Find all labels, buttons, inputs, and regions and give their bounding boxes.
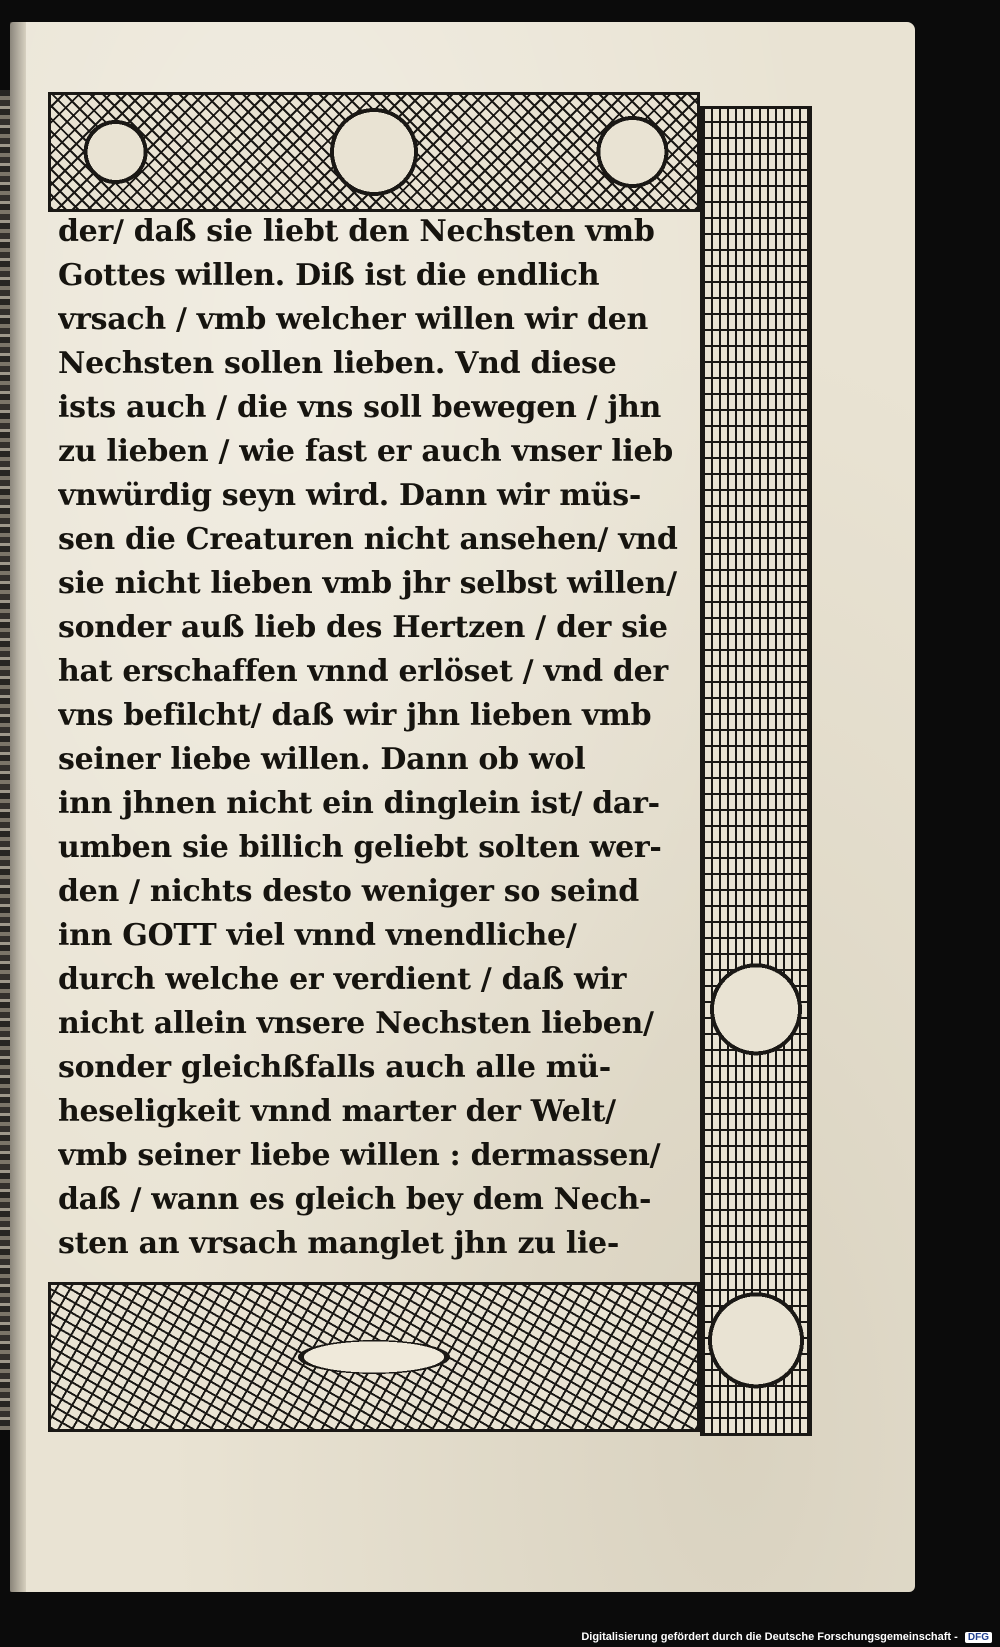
text-line: sten an vrsach manglet jhn zu lie- [58,1226,619,1261]
text-line: sonder gleichßfalls auch alle mü- [58,1050,611,1085]
text-line: sen die Creaturen nicht ansehen/ vnd [58,522,678,557]
text-line: Nechsten sollen lieben. Vnd diese [58,346,617,381]
text-line: heseligkeit vnnd marter der Welt/ [58,1094,616,1129]
woodcut-border-right [700,106,812,1436]
text-line: inn jhnen nicht ein dinglein ist/ dar- [58,786,660,821]
page-text-block [58,210,698,1282]
digitization-credit [581,1631,992,1643]
page-gutter-shadow [10,22,26,1592]
digitization-credit-text: Digitalisierung gefördert durch die Deutsche Forschungsgemeinschaft - [581,1631,958,1643]
text-line: durch welche er verdient / daß wir [58,962,627,997]
text-line: ists auch / die vns soll bewegen / jhn [58,390,662,425]
text-line: umben sie billich geliebt solten wer- [58,830,662,865]
text-line: seiner liebe willen. Dann ob wol [58,742,586,777]
dfg-logo: DFG [965,1632,992,1643]
text-line: den / nichts desto weniger so seind [58,874,639,909]
text-line: vrsach / vmb welcher willen wir den [58,302,649,337]
text-line: vnwürdig seyn wird. Dann wir müs- [58,478,642,513]
text-line: zu lieben / wie fast er auch vnser lieb [58,434,673,469]
text-line: inn GOTT viel vnnd vnendliche/ [58,918,577,953]
text-line: vns befilcht/ daß wir jhn lieben vmb [58,698,652,733]
text-line: der/ daß sie liebt den Nechsten vmb [58,214,655,249]
text-line: sie nicht lieben vmb jhr selbst willen/ [58,566,677,601]
text-line: nicht allein vnsere Nechsten lieben/ [58,1006,654,1041]
text-line: hat erschaffen vnnd erlöset / vnd der [58,654,668,689]
woodcut-border-bottom [48,1282,700,1432]
text-line: vmb seiner liebe willen : dermassen/ [58,1138,661,1173]
text-line: sonder auß lieb des Hertzen / der sie [58,610,668,645]
text-line: daß / wann es gleich bey dem Nech- [58,1182,652,1217]
woodcut-border-top [48,92,700,212]
text-line: Gottes willen. Diß ist die endlich [58,258,600,293]
